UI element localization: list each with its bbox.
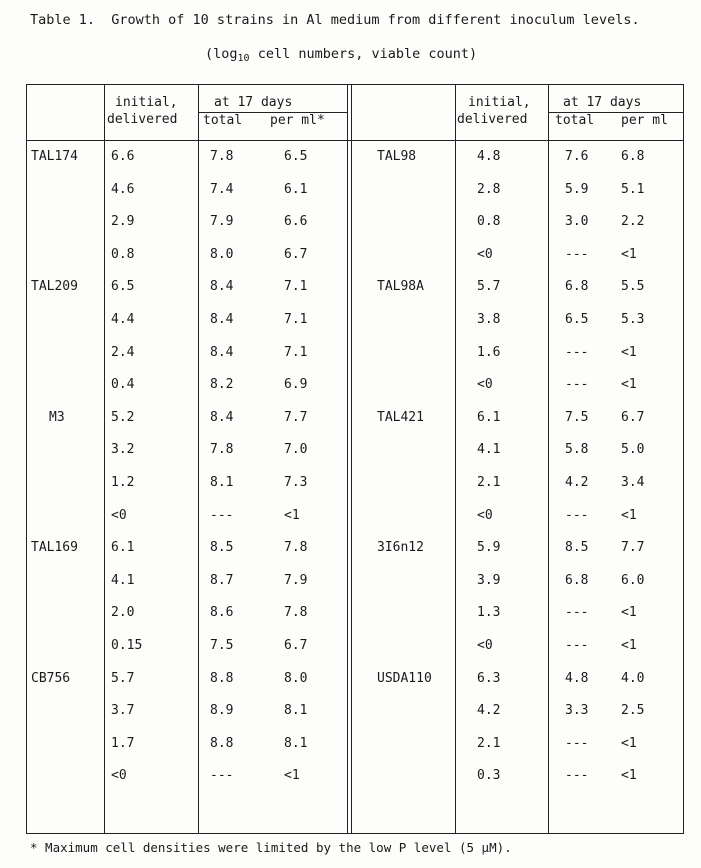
- total-value: 8.5: [565, 540, 589, 556]
- initial-value: 3.9: [477, 572, 501, 588]
- strain-label: 3I6n12: [377, 540, 424, 556]
- initial-value: 6.3: [477, 670, 501, 686]
- initial-value: 1.6: [477, 344, 501, 360]
- total-value: 7.5: [565, 409, 589, 425]
- total-value: 3.3: [565, 703, 589, 719]
- total-value: ---: [210, 768, 234, 784]
- per-ml-value: <1: [621, 507, 637, 523]
- per-ml-value: <1: [621, 377, 637, 393]
- initial-value: 2.9: [111, 214, 135, 230]
- total-value: 8.8: [210, 670, 234, 686]
- initial-value: 4.1: [111, 572, 135, 588]
- total-value: ---: [565, 344, 589, 360]
- per-ml-value: 2.5: [621, 703, 645, 719]
- per-ml-value: 7.0: [284, 442, 308, 458]
- total-value: ---: [565, 377, 589, 393]
- initial-value: 1.3: [477, 605, 501, 621]
- initial-value: 6.6: [111, 149, 135, 164]
- per-ml-value: <1: [284, 768, 300, 784]
- total-value: 7.9: [210, 214, 234, 230]
- total-value: 7.6: [565, 149, 589, 164]
- total-value: 8.4: [210, 409, 234, 425]
- header-initial-right: initial,: [468, 95, 531, 110]
- header-at-17-days: at 17 days: [214, 95, 293, 110]
- header-total: total: [203, 113, 243, 128]
- per-ml-value: 7.3: [284, 475, 308, 490]
- rule: [27, 140, 683, 141]
- per-ml-value: 5.1: [621, 181, 645, 197]
- initial-value: 0.3: [477, 768, 501, 784]
- initial-value: 5.2: [111, 409, 135, 425]
- total-value: 8.7: [210, 572, 234, 588]
- total-value: 8.6: [210, 605, 234, 621]
- per-ml-value: 6.6: [284, 214, 308, 230]
- total-value: 7.8: [210, 149, 234, 164]
- initial-value: 4.6: [111, 181, 135, 197]
- header-at-17-days-right: at 17 days: [563, 95, 642, 110]
- total-value: 5.8: [565, 442, 589, 458]
- per-ml-value: 6.5: [284, 149, 308, 164]
- subtitle-subscript: 10: [237, 53, 250, 64]
- per-ml-value: 6.1: [284, 181, 308, 197]
- per-ml-value: <1: [621, 638, 637, 653]
- per-ml-value: 7.1: [284, 312, 308, 327]
- rule: [104, 85, 105, 833]
- header-delivered-right: delivered: [457, 112, 528, 127]
- initial-value: <0: [111, 507, 127, 523]
- header-per-ml: per ml*: [270, 113, 325, 128]
- subtitle-suffix: cell numbers, viable count): [249, 46, 478, 62]
- rule: [548, 85, 549, 833]
- per-ml-value: 7.1: [284, 279, 308, 295]
- header-delivered: delivered: [107, 112, 178, 127]
- rule: [455, 85, 456, 833]
- initial-value: 4.4: [111, 312, 135, 327]
- initial-value: 1.2: [111, 475, 135, 490]
- total-value: ---: [565, 768, 589, 784]
- total-value: ---: [565, 246, 589, 262]
- per-ml-value: <1: [621, 246, 637, 262]
- per-ml-value: <1: [284, 507, 300, 523]
- per-ml-value: 6.8: [621, 149, 645, 164]
- initial-value: 6.1: [477, 409, 501, 425]
- total-value: 8.5: [210, 540, 234, 556]
- initial-value: 3.7: [111, 703, 135, 719]
- total-value: 3.0: [565, 214, 589, 230]
- table-caption: Table 1. Growth of 10 strains in Al medium from different inoculum levels.: [30, 12, 640, 28]
- per-ml-value: 6.7: [284, 246, 308, 262]
- strain-label: TAL98: [377, 149, 417, 164]
- per-ml-value: 7.9: [284, 572, 308, 588]
- total-value: 6.8: [565, 279, 589, 295]
- total-value: 4.2: [565, 475, 589, 490]
- total-value: ---: [565, 605, 589, 621]
- total-value: 4.8: [565, 670, 589, 686]
- initial-value: 3.2: [111, 442, 135, 458]
- initial-value: <0: [111, 768, 127, 784]
- per-ml-value: 2.2: [621, 214, 645, 230]
- initial-value: 2.4: [111, 344, 135, 360]
- per-ml-value: 8.1: [284, 735, 308, 751]
- initial-value: 3.8: [477, 312, 501, 327]
- per-ml-value: 7.8: [284, 540, 308, 556]
- total-value: 6.8: [565, 572, 589, 588]
- initial-value: 0.8: [477, 214, 501, 230]
- initial-value: 5.7: [111, 670, 135, 686]
- per-ml-value: 6.9: [284, 377, 308, 393]
- initial-value: 1.7: [111, 735, 135, 751]
- total-value: 7.8: [210, 442, 234, 458]
- data-table: [26, 84, 684, 834]
- initial-value: 2.1: [477, 475, 501, 490]
- initial-value: 0.15: [111, 638, 143, 653]
- per-ml-value: 6.7: [621, 409, 645, 425]
- initial-value: 0.4: [111, 377, 135, 393]
- header-per-ml-right: per ml: [621, 113, 668, 128]
- initial-value: <0: [477, 638, 493, 653]
- strain-label: TAL174: [31, 149, 78, 164]
- initial-value: 4.8: [477, 149, 501, 164]
- footnote: * Maximum cell densities were limited by the low P level (5 μM).: [30, 840, 512, 855]
- total-value: 5.9: [565, 181, 589, 197]
- total-value: ---: [210, 507, 234, 523]
- per-ml-value: 8.1: [284, 703, 308, 719]
- total-value: ---: [565, 735, 589, 751]
- strain-label: CB756: [31, 670, 71, 686]
- per-ml-value: 7.8: [284, 605, 308, 621]
- strain-label: USDA110: [377, 670, 432, 686]
- per-ml-value: 5.5: [621, 279, 645, 295]
- total-value: 8.8: [210, 735, 234, 751]
- total-value: 8.4: [210, 344, 234, 360]
- per-ml-value: <1: [621, 735, 637, 751]
- per-ml-value: <1: [621, 768, 637, 784]
- initial-value: 2.0: [111, 605, 135, 621]
- per-ml-value: 5.3: [621, 312, 645, 327]
- per-ml-value: 8.0: [284, 670, 308, 686]
- initial-value: 4.2: [477, 703, 501, 719]
- total-value: 8.2: [210, 377, 234, 393]
- subtitle-prefix: (log: [205, 46, 238, 62]
- initial-value: 6.5: [111, 279, 135, 295]
- rule: [351, 85, 352, 833]
- per-ml-value: 4.0: [621, 670, 645, 686]
- header-total-right: total: [555, 113, 595, 128]
- per-ml-value: 7.1: [284, 344, 308, 360]
- per-ml-value: 7.7: [621, 540, 645, 556]
- total-value: 7.5: [210, 638, 234, 653]
- total-value: 6.5: [565, 312, 589, 327]
- rule: [347, 85, 348, 833]
- initial-value: 4.1: [477, 442, 501, 458]
- per-ml-value: <1: [621, 605, 637, 621]
- rule: [198, 85, 199, 833]
- per-ml-value: 6.0: [621, 572, 645, 588]
- initial-value: <0: [477, 246, 493, 262]
- total-value: 8.4: [210, 279, 234, 295]
- per-ml-value: 7.7: [284, 409, 308, 425]
- initial-value: 5.9: [477, 540, 501, 556]
- per-ml-value: 5.0: [621, 442, 645, 458]
- initial-value: <0: [477, 507, 493, 523]
- strain-label: TAL209: [31, 279, 78, 295]
- initial-value: 6.1: [111, 540, 135, 556]
- initial-value: 0.8: [111, 246, 135, 262]
- total-value: 8.0: [210, 246, 234, 262]
- total-value: 7.4: [210, 181, 234, 197]
- strain-label: TAL169: [31, 540, 78, 556]
- initial-value: <0: [477, 377, 493, 393]
- total-value: ---: [565, 638, 589, 653]
- per-ml-value: 3.4: [621, 475, 645, 490]
- total-value: 8.4: [210, 312, 234, 327]
- total-value: ---: [565, 507, 589, 523]
- strain-label: M3: [49, 409, 65, 425]
- header-initial: initial,: [115, 95, 178, 110]
- per-ml-value: 6.7: [284, 638, 308, 653]
- per-ml-value: <1: [621, 344, 637, 360]
- total-value: 8.9: [210, 703, 234, 719]
- initial-value: 2.8: [477, 181, 501, 197]
- strain-label: TAL98A: [377, 279, 424, 295]
- strain-label: TAL421: [377, 409, 424, 425]
- table-subtitle: [205, 46, 477, 64]
- initial-value: 2.1: [477, 735, 501, 751]
- initial-value: 5.7: [477, 279, 501, 295]
- total-value: 8.1: [210, 475, 234, 490]
